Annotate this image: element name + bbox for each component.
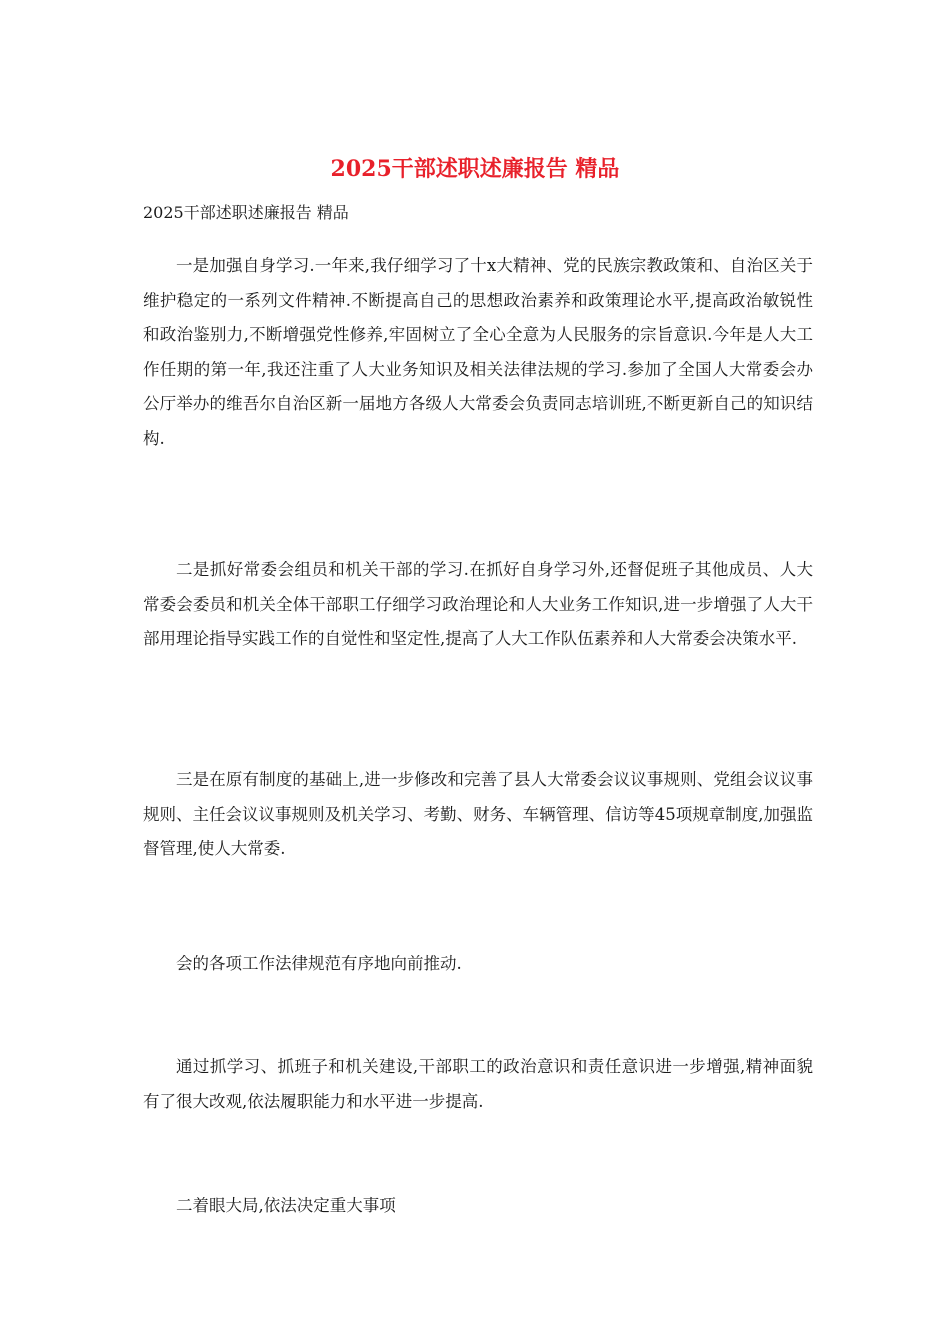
paragraph-results: 通过抓学习、抓班子和机关建设,干部职工的政治意识和责任意识进一步增强,精神面貌有了很大改观,依法履职能力和水平进一步提高. (143, 1057, 813, 1111)
paragraph-cadre-study: 二是抓好常委会组员和机关干部的学习.在抓好自身学习外,还督促班子其他成员、人大常委会委员和机关全体干部职工仔细学习政治理论和人大业务工作知识,进一步增强了人大干部用理论指导实践工作的自觉性和坚定性,提高了人大工作队伍素养和人大常委会决策水平. (143, 560, 813, 648)
section-heading-major-matters: 二着眼大局,依法决定重大事项 (176, 1196, 396, 1215)
paragraph-rules-system: 三是在原有制度的基础上,进一步修改和完善了县人大常委会议议事规则、党组会议议事规则、主任会议议事规则及机关学习、考勤、财务、车辆管理、信访等45项规章制度,加强监督管理,使人大常委. (143, 770, 813, 858)
document-subtitle: 2025干部述职述廉报告 精品 (143, 203, 349, 222)
paragraph-self-study: 一是加强自身学习.一年来,我仔细学习了十x大精神、党的民族宗教政策和、自治区关于维护稳定的一系列文件精神.不断提高自己的思想政治素养和政策理论水平,提高政治敏锐性和政治鉴别力,不断增强党性修养,牢固树立了全心全意为人民服务的宗旨意识.今年是人大工作任期的第一年,我还注重了人大业务知识及相关法律法规的学习.参加了全国人大常委会办公厅举办的维吾尔自治区新一届地方各级人大常委会负责同志培训班,不断更新自己的知识结构. (143, 256, 813, 448)
document-title: 2025干部述职述廉报告 精品 (330, 156, 620, 182)
paragraph-rules-continued: 会的各项工作法律规范有序地向前推动. (176, 954, 462, 973)
